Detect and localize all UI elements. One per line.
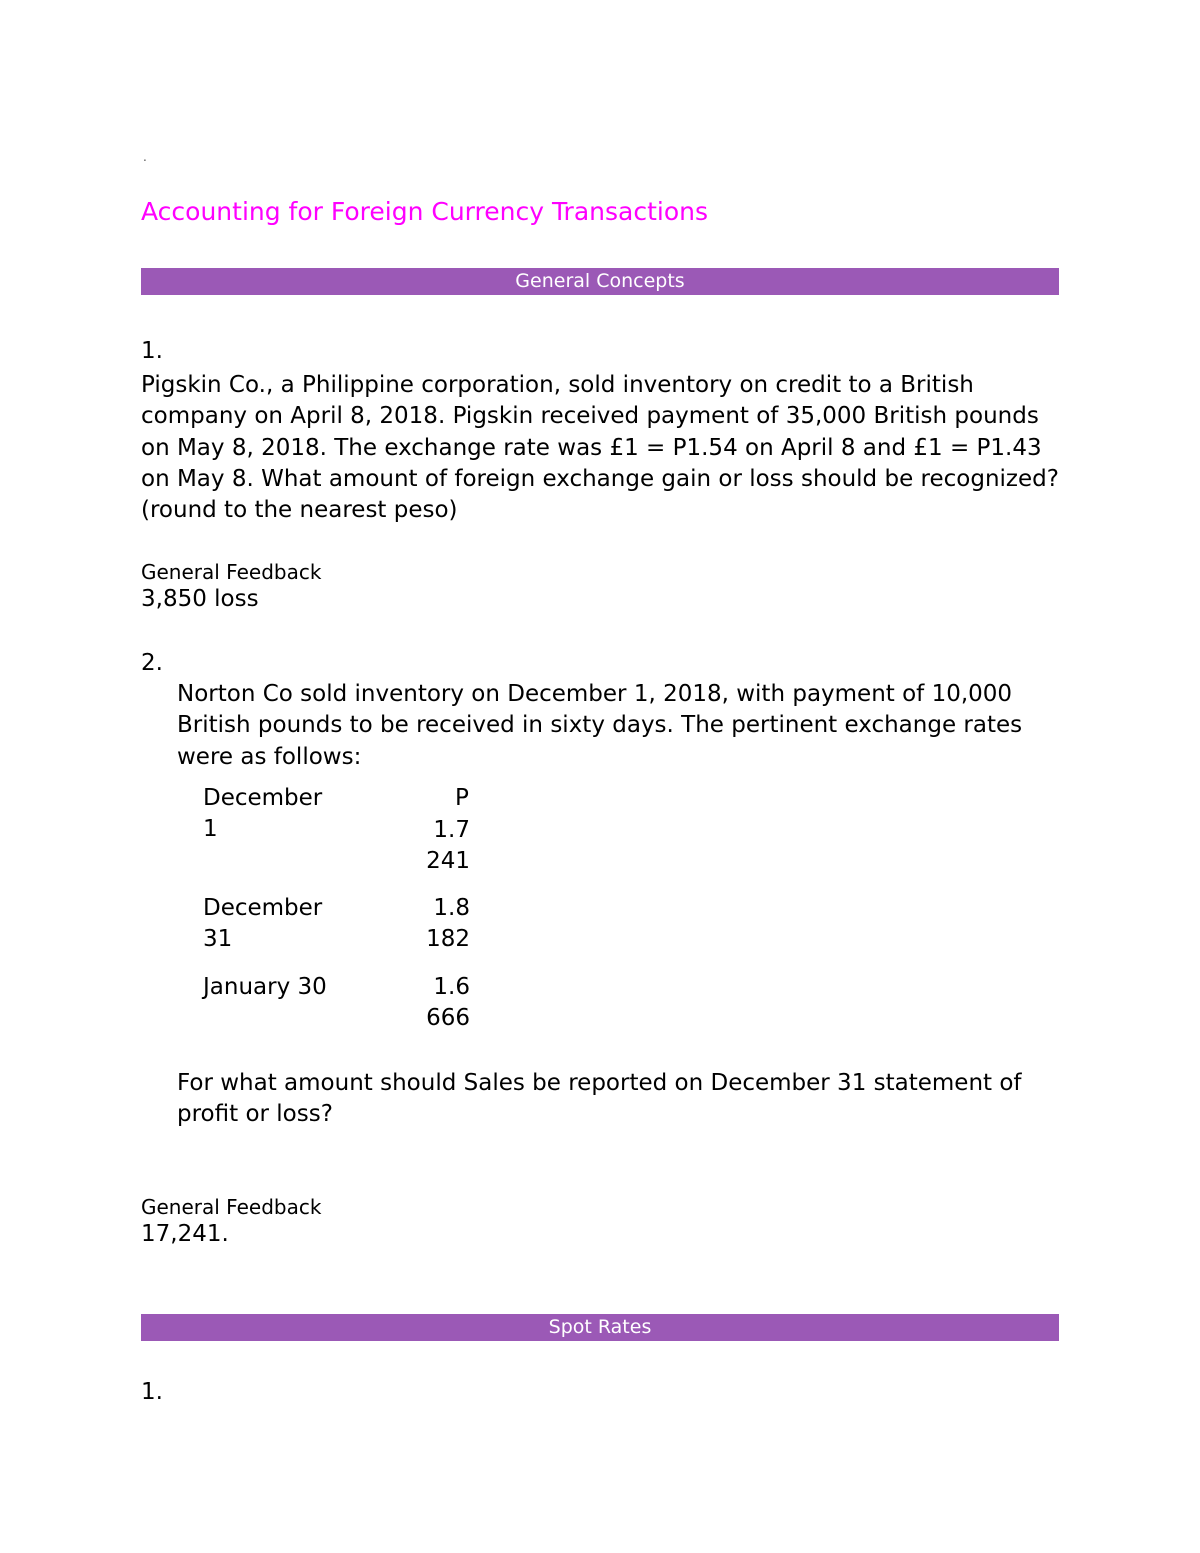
question-text: Pigskin Co., a Philippine corporation, sold inventory on credit to a British company on April 8, 2018. Pigskin received payment of 35,000 British pounds on May 8, 2018. The exchange rate was £1 = P1.54 on April 8 and £1 = P1.43 on May 8. What amount of foreign exchange gain or loss should be recognized? (round to the nearest peso): [141, 372, 1059, 524]
question-number: 1.: [141, 338, 163, 364]
rate-date-label: January 30: [203, 974, 327, 1000]
page-marker: .: [143, 150, 147, 164]
question-text: Norton Co sold inventory on December 1, 2018, with payment of 10,000 British pounds to be received in sixty days. The pertinent exchange rates were as follows:: [177, 681, 1023, 770]
rates-header: P: [455, 785, 469, 811]
page-title: Accounting for Foreign Currency Transactions: [141, 197, 708, 226]
question-number: 2.: [141, 650, 163, 676]
question-number: 1.: [141, 1379, 163, 1405]
rate-date-label: December 31: [203, 895, 323, 952]
rate-date-label: December 1: [203, 785, 323, 842]
feedback-value: 17,241.: [141, 1221, 229, 1247]
feedback-label: General Feedback: [141, 1195, 322, 1219]
section-header-spot-rates: Spot Rates: [141, 1314, 1059, 1341]
rate-value: 1.8182: [426, 895, 470, 952]
rate-value: 1.7241: [426, 817, 470, 874]
section-header-general-concepts: General Concepts: [141, 268, 1059, 295]
question-prompt: For what amount should Sales be reported on December 31 statement of profit or loss?: [177, 1070, 1022, 1128]
feedback-value: 3,850 loss: [141, 586, 259, 612]
feedback-label: General Feedback: [141, 560, 322, 584]
rate-value: 1.6666: [426, 974, 470, 1031]
